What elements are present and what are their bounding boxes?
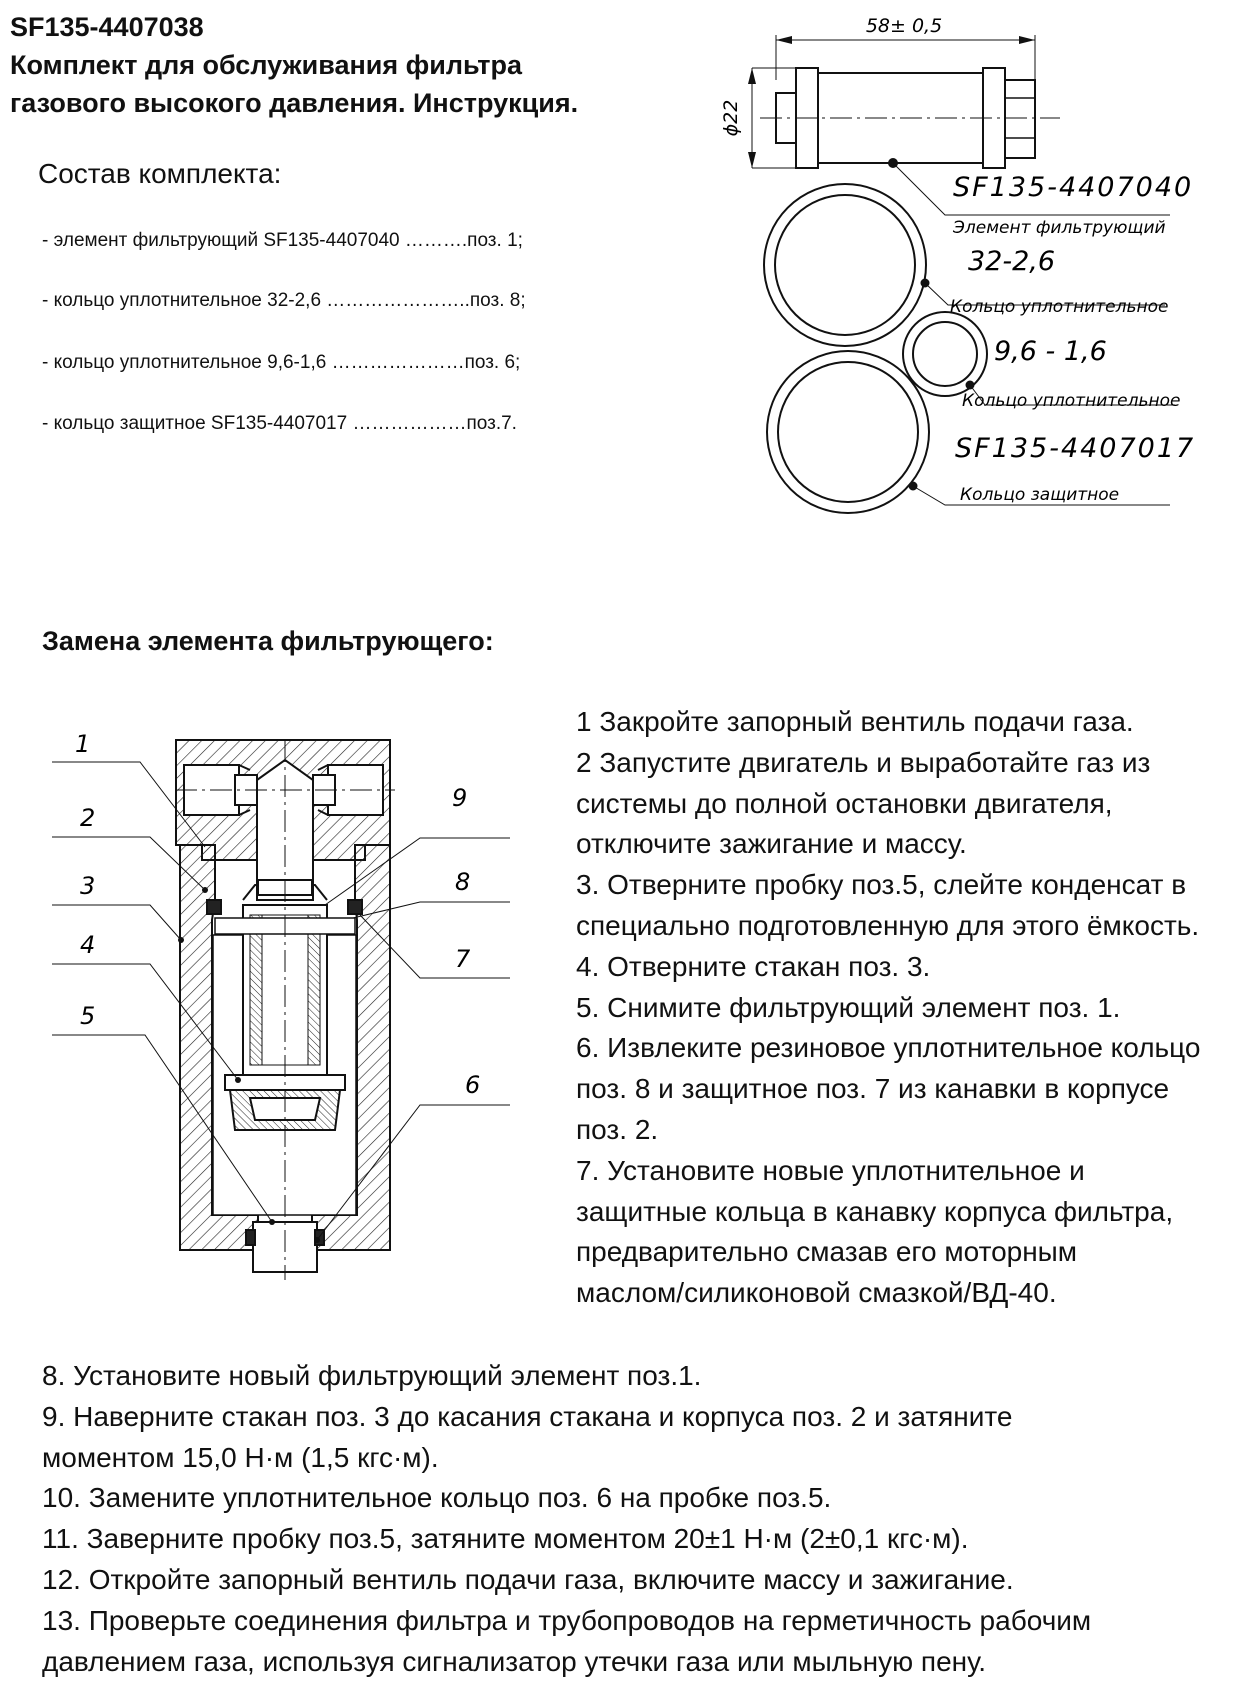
step-line: 5. Снимите фильтрующий элемент поз. 1. <box>576 991 1121 1023</box>
step-line: отключите зажигание и массу. <box>576 828 967 860</box>
step-line: моментом 15,0 Н·м (1,5 кгс·м). <box>42 1441 439 1473</box>
callout-9: 9 <box>452 784 468 812</box>
oring2-name-label: Кольцо уплотнительное <box>962 391 1181 411</box>
step-line: 13. Проверьте соединения фильтра и трубопроводов на герметичность рабочим <box>42 1604 1092 1636</box>
step-line: давлением газа, используя сигнализатор утечки газа или мыльную пену. <box>42 1645 987 1677</box>
kit-item: - кольцо уплотнительное 9,6-1,6 …………………поз. 6; <box>42 352 521 373</box>
kit-heading: Состав комплекта: <box>38 158 282 189</box>
step-line: поз. 8 и защитное поз. 7 из канавки в корпусе <box>576 1073 1170 1105</box>
step-line: 12. Откройте запорный вентиль подачи газа, включите массу и зажигание. <box>42 1563 1014 1595</box>
callout-5: 5 <box>80 1002 96 1030</box>
step-line: 4. Отверните стакан поз. 3. <box>576 950 931 982</box>
step-line: специально подготовленную для этого ёмкость. <box>576 909 1200 941</box>
step-line: 1 Закройте запорный вентиль подачи газа. <box>576 706 1134 737</box>
oring1-name-label: Кольцо уплотнительное <box>950 297 1169 317</box>
step-line: 11. Заверните пробку поз.5, затяните моментом 20±1 Н·м (2±0,1 кгс·м). <box>42 1523 969 1555</box>
callout-2: 2 <box>80 804 96 832</box>
kit-item: - элемент фильтрующий SF135-4407040 ……….поз. 1; <box>42 230 523 251</box>
step-line: 3. Отверните пробку поз.5, слейте конденсат в <box>576 869 1187 901</box>
step-line: предварительно смазав его моторным <box>576 1236 1078 1268</box>
step-line: 10. Замените уплотнительное кольцо поз. 6 на пробке поз.5. <box>42 1482 832 1514</box>
length-label: 58± 0,5 <box>865 15 943 37</box>
callout-6: 6 <box>465 1071 481 1099</box>
ring-code-label: SF135-4407017 <box>955 433 1196 464</box>
part-number: SF135-4407038 <box>10 12 204 42</box>
step-line: 6. Извлеките резиновое уплотнительное кольцо <box>576 1032 1201 1064</box>
step-line: 2 Запустите двигатель и выработайте газ из <box>576 746 1151 778</box>
step-line: 7. Установите новые уплотнительное и <box>576 1154 1085 1186</box>
step-line: защитные кольца в канавку корпуса фильтра, <box>576 1195 1174 1227</box>
callout-1: 1 <box>75 730 91 758</box>
steps-list-right <box>576 702 1236 1314</box>
title-line-1: Комплект для обслуживания фильтра <box>10 50 522 80</box>
steps-list-bottom <box>42 1356 1232 1682</box>
filter-assembly-section <box>175 740 395 1280</box>
step-line: 9. Наверните стакан поз. 3 до касания стакана и корпуса поз. 2 и затяните <box>42 1400 1013 1432</box>
kit-item: - кольцо уплотнительное 32-2,6 …………………..поз. 8; <box>42 290 526 311</box>
oring2-size-label: 9,6 - 1,6 <box>994 336 1107 367</box>
callout-8: 8 <box>455 868 471 896</box>
step-line: маслом/силиконовой смазкой/ВД-40. <box>576 1277 1057 1309</box>
section-title: Замена элемента фильтрующего: <box>42 626 494 656</box>
filter-name-label: Элемент фильтрующий <box>953 218 1166 238</box>
oring1-size-label: 32-2,6 <box>968 246 1056 277</box>
callout-7: 7 <box>455 945 471 973</box>
callout-4: 4 <box>80 931 96 959</box>
diameter-label: ϕ22 <box>720 99 742 137</box>
filter-code-label: SF135-4407040 <box>953 172 1194 203</box>
step-line: системы до полной остановки двигателя, <box>576 787 1113 819</box>
step-line: 8. Установите новый фильтрующий элемент поз.1. <box>42 1360 702 1391</box>
callout-3: 3 <box>80 872 96 900</box>
o-ring-32-drawing <box>764 184 1165 346</box>
title-line-2: газового высокого давления. Инструкция. <box>10 88 579 118</box>
step-line: поз. 2. <box>576 1113 659 1145</box>
kit-item: - кольцо защитное SF135-4407017 ………………поз.7. <box>42 413 517 434</box>
ring-name-label: Кольцо защитное <box>960 485 1120 505</box>
